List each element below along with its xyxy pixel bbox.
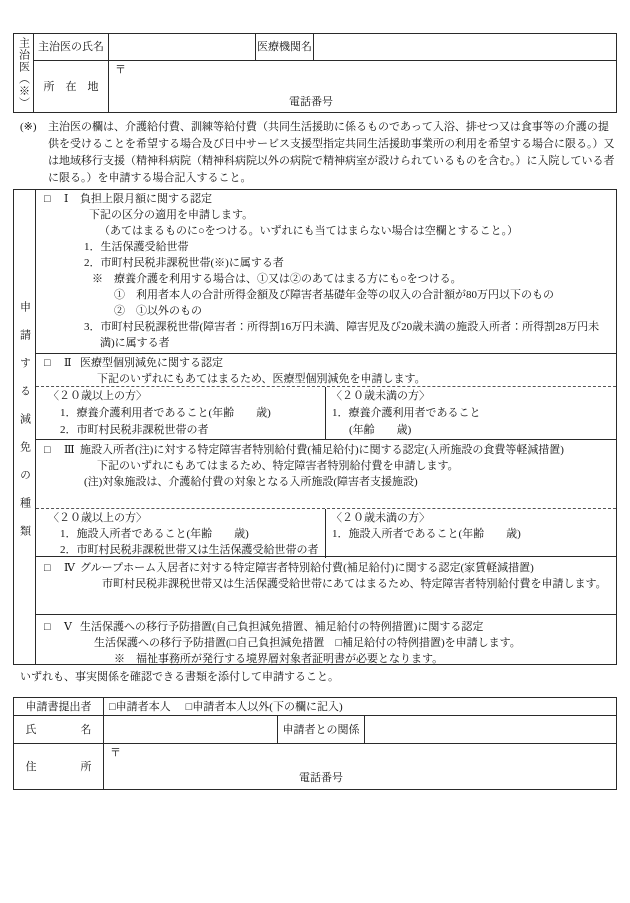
section-4 (36, 557, 616, 615)
section-3-title: 施設入所者(注)に対する特定障害者特別給付費(補足給付)に関する認定(入所施設の食費等軽減措置) (80, 444, 564, 456)
section-1-line1: 下記の区分の適用を申請します。 (89, 209, 254, 221)
section-5-option1-checkbox[interactable]: □ (229, 637, 237, 649)
section-2-minor-item1: 1．療養介護利用者であること (332, 407, 481, 419)
section-2-minor-item1b: (年齢 歳) (349, 424, 412, 436)
footer-note: いずれも、事実関係を確認できる書類を添付して申請すること。 (20, 671, 339, 683)
submitter-row1 (14, 698, 616, 716)
section-3-numeral: Ⅲ (64, 444, 75, 456)
section-3-adult-item1: 1．施設入所者であること(年齢 歳) (60, 528, 249, 540)
doctor-table (13, 33, 617, 113)
section-1 (36, 190, 616, 354)
section-1-numeral: Ⅰ (64, 193, 69, 205)
section-2 (36, 354, 616, 440)
section-1-note: ※ 療養介護を利用する場合は、①又は②のあてはまる方にも○をつける。 (92, 273, 462, 285)
medical-org-field[interactable] (314, 34, 616, 60)
section-1-title: 負担上限月額に関する認定 (80, 193, 212, 205)
section-1-suboption1[interactable]: ① 利用者本人の合計所得金額及び障害者基礎年金等の収入の合計額が80万円以下のもの (114, 289, 554, 301)
section-3-note: (注)対象施設は、介護給付費の対象となる入所施設(障害者支援施設) (84, 476, 418, 488)
medical-org-label: 医療機関名 (256, 34, 314, 60)
doctor-name-label: 主治医の氏名 (34, 34, 109, 60)
section-2-minor-header: 〈２０歳未満の方〉 (331, 390, 430, 402)
section-5-option1-label: 自己負担減免措置 (236, 637, 325, 649)
section-1-suboption2[interactable]: ② ①以外のもの (114, 305, 202, 317)
section-5-option2-label: 補足給付の特例措置 (341, 637, 441, 649)
postal-mark: 〒 (115, 64, 126, 76)
submitter-option2-label: 申請者本人以外(下の欄に記入) (192, 700, 343, 713)
section-2-adult-item1: 1．療養介護利用者であること(年齢 歳) (60, 407, 271, 419)
submitter-option1[interactable] (109, 699, 171, 715)
section-2-numeral: Ⅱ (64, 357, 72, 369)
submitter-option2[interactable] (186, 699, 343, 715)
section-3-adult-item2: 2．市町村民税非課税世帯又は生活保護受給世帯の者 (60, 544, 319, 556)
section-1-option1[interactable]: 1．生活保護受給世帯 (84, 241, 189, 253)
section-5-option2-checkbox[interactable]: □ (335, 637, 342, 649)
section-2-checkbox[interactable]: □ (44, 357, 51, 369)
section-5-line1 (36, 635, 616, 651)
submitter-relation-field[interactable] (365, 716, 616, 743)
section-5 (36, 615, 616, 664)
exemption-box (13, 189, 617, 665)
section-2-adult-header: 〈２０歳以上の方〉 (48, 390, 147, 402)
submitter-name-label: 氏 名 (14, 716, 104, 743)
section-3-col-adult (36, 509, 326, 558)
section-5-line1-prefix: 生活保護への移行予防措置( (94, 637, 230, 649)
section-1-line2: （あてはまるものに○をつける。いずれにも当てはまらない場合は空欄とすること。） (99, 225, 519, 237)
exemption-side-label: 申請する減免の種類 (18, 301, 31, 553)
submitter-table (13, 697, 617, 790)
section-4-numeral: Ⅳ (64, 562, 75, 574)
section-5-title: 生活保護への移行予防措置(自己負担減免措置、補足給付の特例措置)に関する認定 (80, 621, 484, 633)
submitter-option2-checkbox[interactable]: □ (185, 700, 193, 713)
submitter-row2 (14, 716, 616, 744)
doctor-address-label: 所 在 地 (34, 61, 109, 112)
submitter-phone-label: 電話番号 (299, 772, 343, 784)
section-5-numeral: Ⅴ (64, 621, 72, 633)
doctor-phone-label: 電話番号 (289, 96, 333, 108)
submitter-options (104, 698, 616, 715)
section-1-checkbox[interactable]: □ (44, 193, 51, 205)
section-4-title: グループホーム入居者に対する特定障害者特別給付費(補足給付)に関する認定(家賃軽減措置) (80, 562, 534, 574)
section-2-line1: 下記のいずれにもあてはまるため、医療型個別減免を申請します。 (97, 373, 426, 385)
section-5-line2: ※ 福祉事務所が発行する境界層対象者証明書が必要となります。 (114, 653, 444, 664)
section-5-checkbox[interactable]: □ (44, 621, 51, 633)
section-2-col-minor (326, 387, 616, 439)
submitter-row3 (14, 744, 616, 789)
section-2-title: 医療型個別減免に関する認定 (80, 357, 223, 369)
submitter-relation-label: 申請者との関係 (278, 716, 365, 743)
doctor-side-label: 主治医（※） (17, 37, 30, 109)
section-3-checkbox[interactable]: □ (44, 444, 51, 456)
section-4-checkbox[interactable]: □ (44, 562, 51, 574)
section-3-line1: 下記のいずれにもあてはまるため、特定障害者特別給付費を申請します。 (97, 460, 459, 472)
submitter-postal-mark: 〒 (110, 747, 121, 759)
doctor-note (20, 119, 618, 187)
section-4-line1: 市町村民税非課税世帯又は生活保護受給世帯にあてはまるため、特定障害者特別給付費を申請します。 (102, 578, 607, 590)
section-5-line1-suffix: )を申請します。 (440, 637, 521, 649)
doctor-note-marker: (※) (20, 121, 37, 133)
section-3-col-minor (326, 509, 616, 558)
submitter-address-field[interactable] (104, 744, 616, 789)
section-2-adult-item2: 2．市町村民税非課税世帯の者 (60, 424, 209, 436)
section-1-option2[interactable]: 2．市町村民税非課税世帯(※)に属する者 (84, 257, 284, 269)
doctor-name-field[interactable] (109, 34, 256, 60)
section-5-option-gap (324, 637, 335, 649)
section-2-col-adult (36, 387, 326, 439)
section-3-minor-item1: 1．施設入所者であること(年齢 歳) (332, 528, 521, 540)
doctor-address-field[interactable] (109, 61, 616, 112)
submitter-name-field[interactable] (104, 716, 278, 743)
doctor-table-side-label-cell (14, 34, 34, 112)
submitter-option1-label: 申請者本人 (115, 700, 171, 713)
section-3 (36, 440, 616, 557)
exemption-side-label-cell (14, 190, 36, 664)
submitter-row1-label: 申請書提出者 (14, 698, 104, 715)
submitter-address-label: 住 所 (14, 744, 104, 789)
submitter-option1-checkbox[interactable]: □ (109, 700, 116, 713)
section-3-minor-header: 〈２０歳未満の方〉 (331, 512, 430, 524)
section-1-option3[interactable]: 3．市町村民税課税世帯(障害者：所得割16万円未満、障害児及び20歳未満の施設入所者：所得割28万円未満)に属する者 (84, 321, 600, 349)
doctor-note-text: 主治医の欄は、介護給付費、訓練等給付費（共同生活援助に係るものであって入浴、排せつ又は食事等の介護の提供を受けることを希望する場合及び日中サービス支援型指定共同生活援助事業所の利用を希望する場合に限る。）又は地域移行支援（精神科病院（精神科病院以外の病院で精神病室が設けられているものを含む。）に入院している者に限る。）を申請する場合記入すること。 (48, 121, 615, 184)
section-3-adult-header: 〈２０歳以上の方〉 (48, 512, 147, 524)
